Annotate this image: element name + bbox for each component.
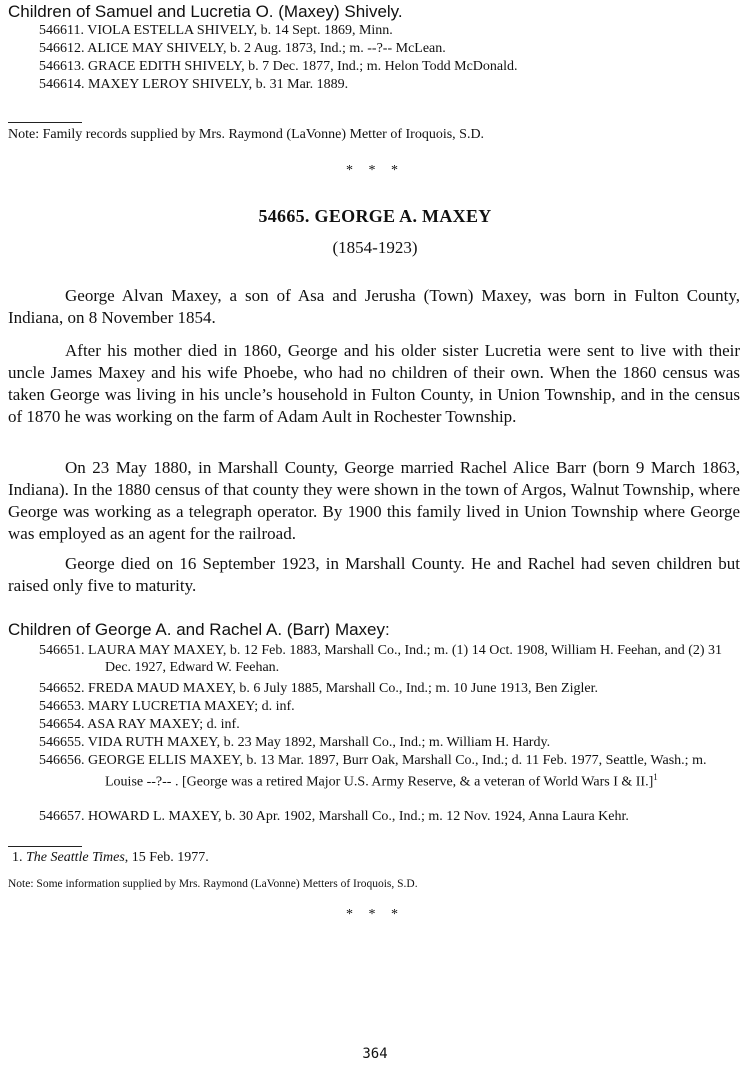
shively-children-heading: Children of Samuel and Lucretia O. (Maxey) Shively. xyxy=(8,2,403,21)
child-entry xyxy=(39,680,744,697)
child-text: VIDA RUTH MAXEY, b. 23 May 1892, Marshall Co., Ind.; m. William H. Hardy. xyxy=(87,735,551,750)
child-number: 546652. xyxy=(39,681,85,696)
child-text: HOWARD L. MAXEY, b. 30 Apr. 1902, Marshall Co., Ind.; m. 12 Nov. 1924, Anna Laura Kehr. xyxy=(88,809,629,824)
information-note: Note: Some information supplied by Mrs. Raymond (LaVonne) Metters of Iroquois, S.D. xyxy=(8,878,418,890)
child-text: GEORGE ELLIS MAXEY, b. 13 Mar. 1897, Burr Oak, Marshall Co., Ind.; d. 11 Feb. 1977, Seattle, Wash.; m. Louise --?-- . [George was a retired Major U.S. Army Reserve, & a veteran of World Wars I & II.] xyxy=(88,753,707,790)
paragraph: George died on 16 September 1923, in Marshall County. He and Rachel had seven children but raised only five to maturity. xyxy=(8,554,740,595)
child-text: FREDA MAUD MAXEY, b. 6 July 1885, Marshall Co., Ind.; m. 10 June 1913, Ben Zigler. xyxy=(88,681,598,696)
family-records-note: Note: Family records supplied by Mrs. Raymond (LaVonne) Metter of Iroquois, S.D. xyxy=(8,127,485,142)
child-number: 546655. xyxy=(39,735,85,750)
child-entry xyxy=(39,808,744,825)
paragraph: George Alvan Maxey, a son of Asa and Jerusha (Town) Maxey, was born in Fulton County, Indiana, on 8 November 1854. xyxy=(8,286,740,327)
child-number: 546612. xyxy=(39,41,85,56)
section-title: 54665. GEORGE A. MAXEY xyxy=(258,206,492,226)
footnote-text: , 15 Feb. 1977. xyxy=(124,850,209,865)
paragraph: On 23 May 1880, in Marshall County, George married Rachel Alice Barr (born 9 March 1863, Indiana). In the 1880 census of that county they were shown in the town of Argos, Walnut Township, where George was working as a telegraph operator. By 1900 this family lived in Union Township where George was employed as an agent for the railroad. xyxy=(8,458,740,543)
child-entry xyxy=(39,716,744,733)
child-text: GRACE EDITH SHIVELY, b. 7 Dec. 1877, Ind.; m. Helon Todd McDonald. xyxy=(88,59,518,74)
child-number: 546611. xyxy=(39,23,84,38)
child-number: 546651. xyxy=(39,643,85,658)
child-entry xyxy=(39,76,744,93)
footnote-source-title: The Seattle Times xyxy=(26,850,125,865)
paragraph: After his mother died in 1860, George and his older sister Lucretia were sent to live with their uncle James Maxey and his wife Phoebe, who had no children of their own. When the 1860 census was taken George was living in his uncle’s household in Fulton County, in Union Township, and in the census of 1870 he was working on the farm of Adam Ault in Rochester Township. xyxy=(8,341,740,426)
life-dates: (1854-1923) xyxy=(332,238,418,257)
footnote-number: 1. xyxy=(12,850,23,865)
child-text: MAXEY LEROY SHIVELY, b. 31 Mar. 1889. xyxy=(88,77,349,92)
child-text: VIOLA ESTELLA SHIVELY, b. 14 Sept. 1869, Minn. xyxy=(87,23,393,38)
child-entry xyxy=(39,734,744,751)
page-number: 364 xyxy=(362,1046,388,1062)
child-entry xyxy=(39,752,744,791)
child-text: ALICE MAY SHIVELY, b. 2 Aug. 1873, Ind.; m. --?-- McLean. xyxy=(87,41,446,56)
child-entry xyxy=(39,22,744,39)
maxey-children-heading: Children of George A. and Rachel A. (Barr) Maxey: xyxy=(8,620,390,639)
child-number: 546654. xyxy=(39,717,85,732)
child-entry xyxy=(39,642,744,676)
child-number: 546657. xyxy=(39,809,85,824)
section-separator: * * * xyxy=(346,163,404,178)
note-rule xyxy=(8,122,82,123)
child-number: 546656. xyxy=(39,753,85,768)
child-text: ASA RAY MAXEY; d. inf. xyxy=(87,717,240,732)
child-text: MARY LUCRETIA MAXEY; d. inf. xyxy=(88,699,295,714)
footnote xyxy=(12,850,209,866)
child-entry xyxy=(39,58,744,75)
child-number: 546613. xyxy=(39,59,85,74)
section-separator: * * * xyxy=(346,907,404,922)
child-entry xyxy=(39,40,744,57)
child-number: 546653. xyxy=(39,699,85,714)
child-text: LAURA MAY MAXEY, b. 12 Feb. 1883, Marshall Co., Ind.; m. (1) 14 Oct. 1908, William H. Feehan, and (2) 31 Dec. 1927, Edward W. Feehan. xyxy=(88,643,723,675)
child-entry xyxy=(39,698,744,715)
footnote-rule xyxy=(8,846,82,847)
child-number: 546614. xyxy=(39,77,85,92)
footnote-reference: 1 xyxy=(653,772,658,782)
